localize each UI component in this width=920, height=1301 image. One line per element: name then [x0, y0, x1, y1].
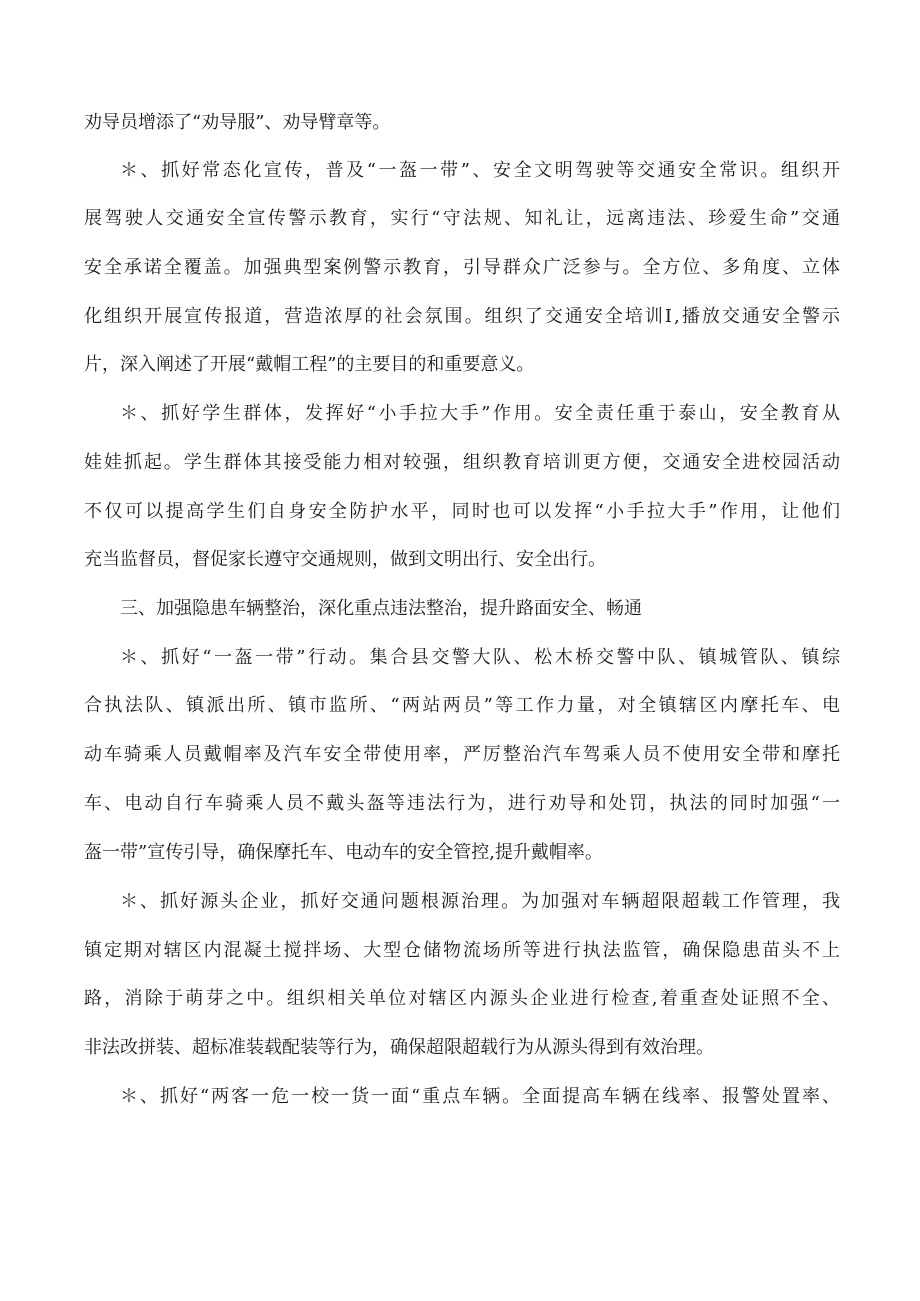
text-line: 化组织开展宣传报道，营造浓厚的社会氛围。组织了交通安全培训Ⅰ,播放交通安全警示: [84, 306, 840, 327]
text-line: 盔一带”宣传引导，确保摩托车、电动车的安全管控,提升戴帽率。: [84, 842, 603, 863]
text-line: 合执法队、镇派出所、镇市监所、“两站两员”等工作力量，对全镇辖区内摩托车、电: [84, 695, 840, 716]
text-line: 片，深入阐述了开展“戴帽工程”的主要目的和重要意义。: [84, 354, 535, 375]
text-line: 娃娃抓起。学生群体其接受能力相对较强，组织教育培训更方便，交通安全进校园活动: [84, 452, 840, 473]
text-line: ＊、抓好常态化宣传，普及“一盔一带”、安全文明驾驶等交通安全常识。组织开: [120, 160, 840, 181]
text-line: 不仅可以提高学生们自身安全防护水平，同时也可以发挥“小手拉大手”作用，让他们: [84, 501, 840, 522]
text-line: 非法改拼装、超标准装载配装等行为，确保超限超载行为从源头得到有效治理。: [84, 1037, 714, 1058]
text-line: 路，消除于萌芽之中。组织相关单位对辖区内源头企业进行检查,着重查处证照不全、: [84, 988, 840, 1009]
section-heading: 三、加强隐患车辆整治，深化重点违法整治，提升路面安全、畅通: [120, 598, 642, 619]
text-line: 镇定期对辖区内混凝土搅拌场、大型仓储物流场所等进行执法监管，确保隐患苗头不上: [84, 940, 840, 961]
text-line: ＊、抓好“一盔一带”行动。集合县交警大队、松木桥交警中队、镇城管队、镇综: [120, 647, 840, 668]
text-line: 动车骑乘人员戴帽率及汽车安全带使用率，严厉整治汽车驾乘人员不使用安全带和摩托: [84, 744, 840, 765]
text-line: 安全承诺全覆盖。加强典型案例警示教育，引导群众广泛参与。全方位、多角度、立体: [84, 257, 840, 278]
text-line: ＊、抓好学生群体，发挥好“小手拉大手”作用。安全责任重于泰山，安全教育从: [120, 403, 840, 424]
text-line: 充当监督员，督促家长遵守交通规则，做到文明出行、安全出行。: [84, 549, 606, 570]
text-line: ＊、抓好源头企业，抓好交通问题根源治理。为加强对车辆超限超载工作管理，我: [120, 891, 840, 912]
text-line: 车、电动自行车骑乘人员不戴头盔等违法行为，进行劝导和处罚，执法的同时加强“一: [84, 793, 840, 814]
text-line: 劝导员增添了“劝导服”、劝导臂章等。: [84, 112, 391, 133]
text-line: ＊、抓好“两客一危一校一货一面“重点车辆。全面提高车辆在线率、报警处置率、: [120, 1086, 840, 1107]
text-line: 展驾驶人交通安全宣传警示教育，实行“守法规、知礼让，远离违法、珍爱生命”交通: [84, 208, 840, 229]
